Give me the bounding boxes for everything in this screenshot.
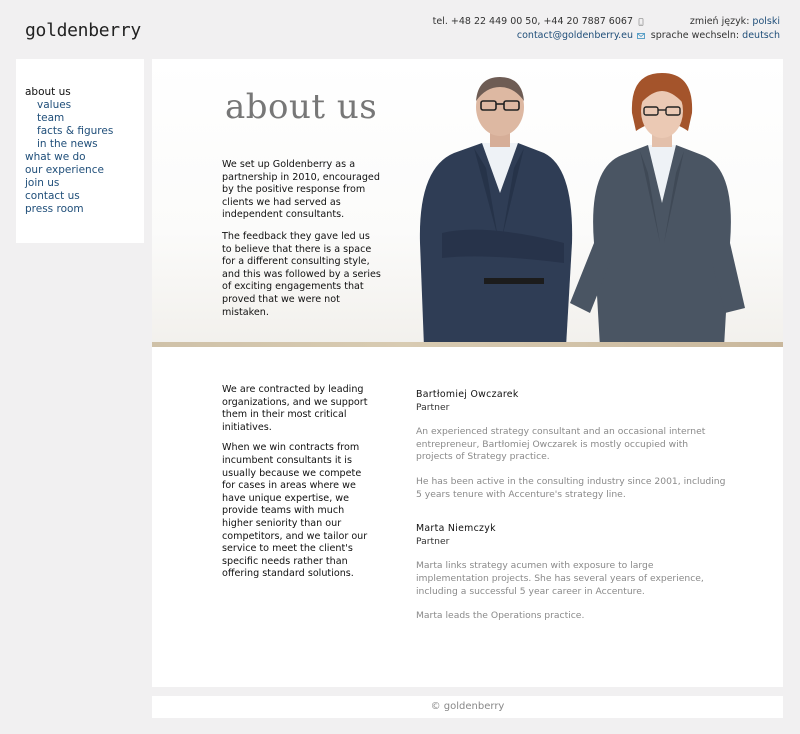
member-role: Partner <box>416 535 450 547</box>
copyright-text: © goldenberry <box>430 701 505 712</box>
sidebar-nav <box>16 59 144 243</box>
intro-paragraph: The feedback they gave led us to believe that there is a space for a different consulting style, and this was followed by a series of exciting engagements that proved that we were not mistaken. <box>222 230 381 318</box>
nav-in-the-news[interactable]: in the news <box>37 138 98 150</box>
nav-values[interactable]: values <box>37 99 72 111</box>
email-link[interactable]: contact@goldenberry.eu <box>516 30 633 41</box>
lang-german-link[interactable]: deutsch <box>742 30 780 41</box>
intro-paragraph: We set up Goldenberry as a partnership in 2010, encouraged by the positive response from clients we had served as independent consultants. <box>222 159 380 221</box>
contact-info <box>433 15 645 43</box>
main-content <box>152 59 783 687</box>
member-bio: Marta leads the Operations practice. <box>416 610 585 622</box>
team-member <box>416 389 726 501</box>
about-text <box>222 384 377 589</box>
team-list <box>416 389 726 645</box>
hero-section <box>152 59 783 347</box>
envelope-icon <box>637 32 645 40</box>
team-member <box>416 523 726 623</box>
member-name: Marta Niemczyk <box>416 523 496 535</box>
nav-facts-figures[interactable]: facts & figures <box>37 125 114 137</box>
member-bio: He has been active in the consulting industry since 2001, including 5 years tenure with Accenture's strategy line. <box>416 475 726 500</box>
partner-photo-man <box>414 73 579 347</box>
about-paragraph: When we win contracts from incumbent consultants it is usually because we compete for cases in areas where we have unique expertise, we provide teams with much higher seniority than our competitors, and we tailor our service to meet the client's specific needs rather than offering standard solutions. <box>222 442 368 580</box>
nav-press-room[interactable]: press room <box>25 203 84 215</box>
member-bio: An experienced strategy consultant and an occasional internet entrepreneur, Bartłomiej Owczarek is mostly occupied with projects of Strategy practice. <box>416 426 706 463</box>
member-name: Bartłomiej Owczarek <box>416 389 519 400</box>
phone-numbers: tel. +48 22 449 00 50, +44 20 7887 6067 <box>432 16 633 27</box>
intro-text <box>222 159 382 328</box>
lang-polish-label: zmień język: <box>689 16 750 27</box>
nav-our-experience[interactable]: our experience <box>25 164 104 176</box>
partner-photo-woman <box>560 73 750 347</box>
page-title: about us <box>225 87 378 127</box>
footer <box>152 696 783 718</box>
lang-german-label: sprache wechseln: <box>650 30 740 41</box>
lang-polish-link[interactable]: polski <box>752 16 780 27</box>
member-bio: Marta links strategy acumen with exposure to large implementation projects. She has several years of experience, including a successful 5 year career in Accenture. <box>416 560 704 597</box>
nav-join-us[interactable]: join us <box>25 177 60 189</box>
member-role: Partner <box>416 401 450 413</box>
site-logo[interactable]: goldenberry <box>25 20 141 41</box>
about-paragraph: We are contracted by leading organizations, and we support them in their most critical initiatives. <box>222 384 368 433</box>
hero-ledge <box>152 342 783 347</box>
nav-about-us[interactable]: about us <box>25 86 71 98</box>
nav-team[interactable]: team <box>37 112 65 124</box>
nav-contact-us[interactable]: contact us <box>25 190 80 202</box>
nav-what-we-do[interactable]: what we do <box>25 151 86 163</box>
phone-icon <box>637 18 645 26</box>
language-switcher <box>651 15 780 43</box>
